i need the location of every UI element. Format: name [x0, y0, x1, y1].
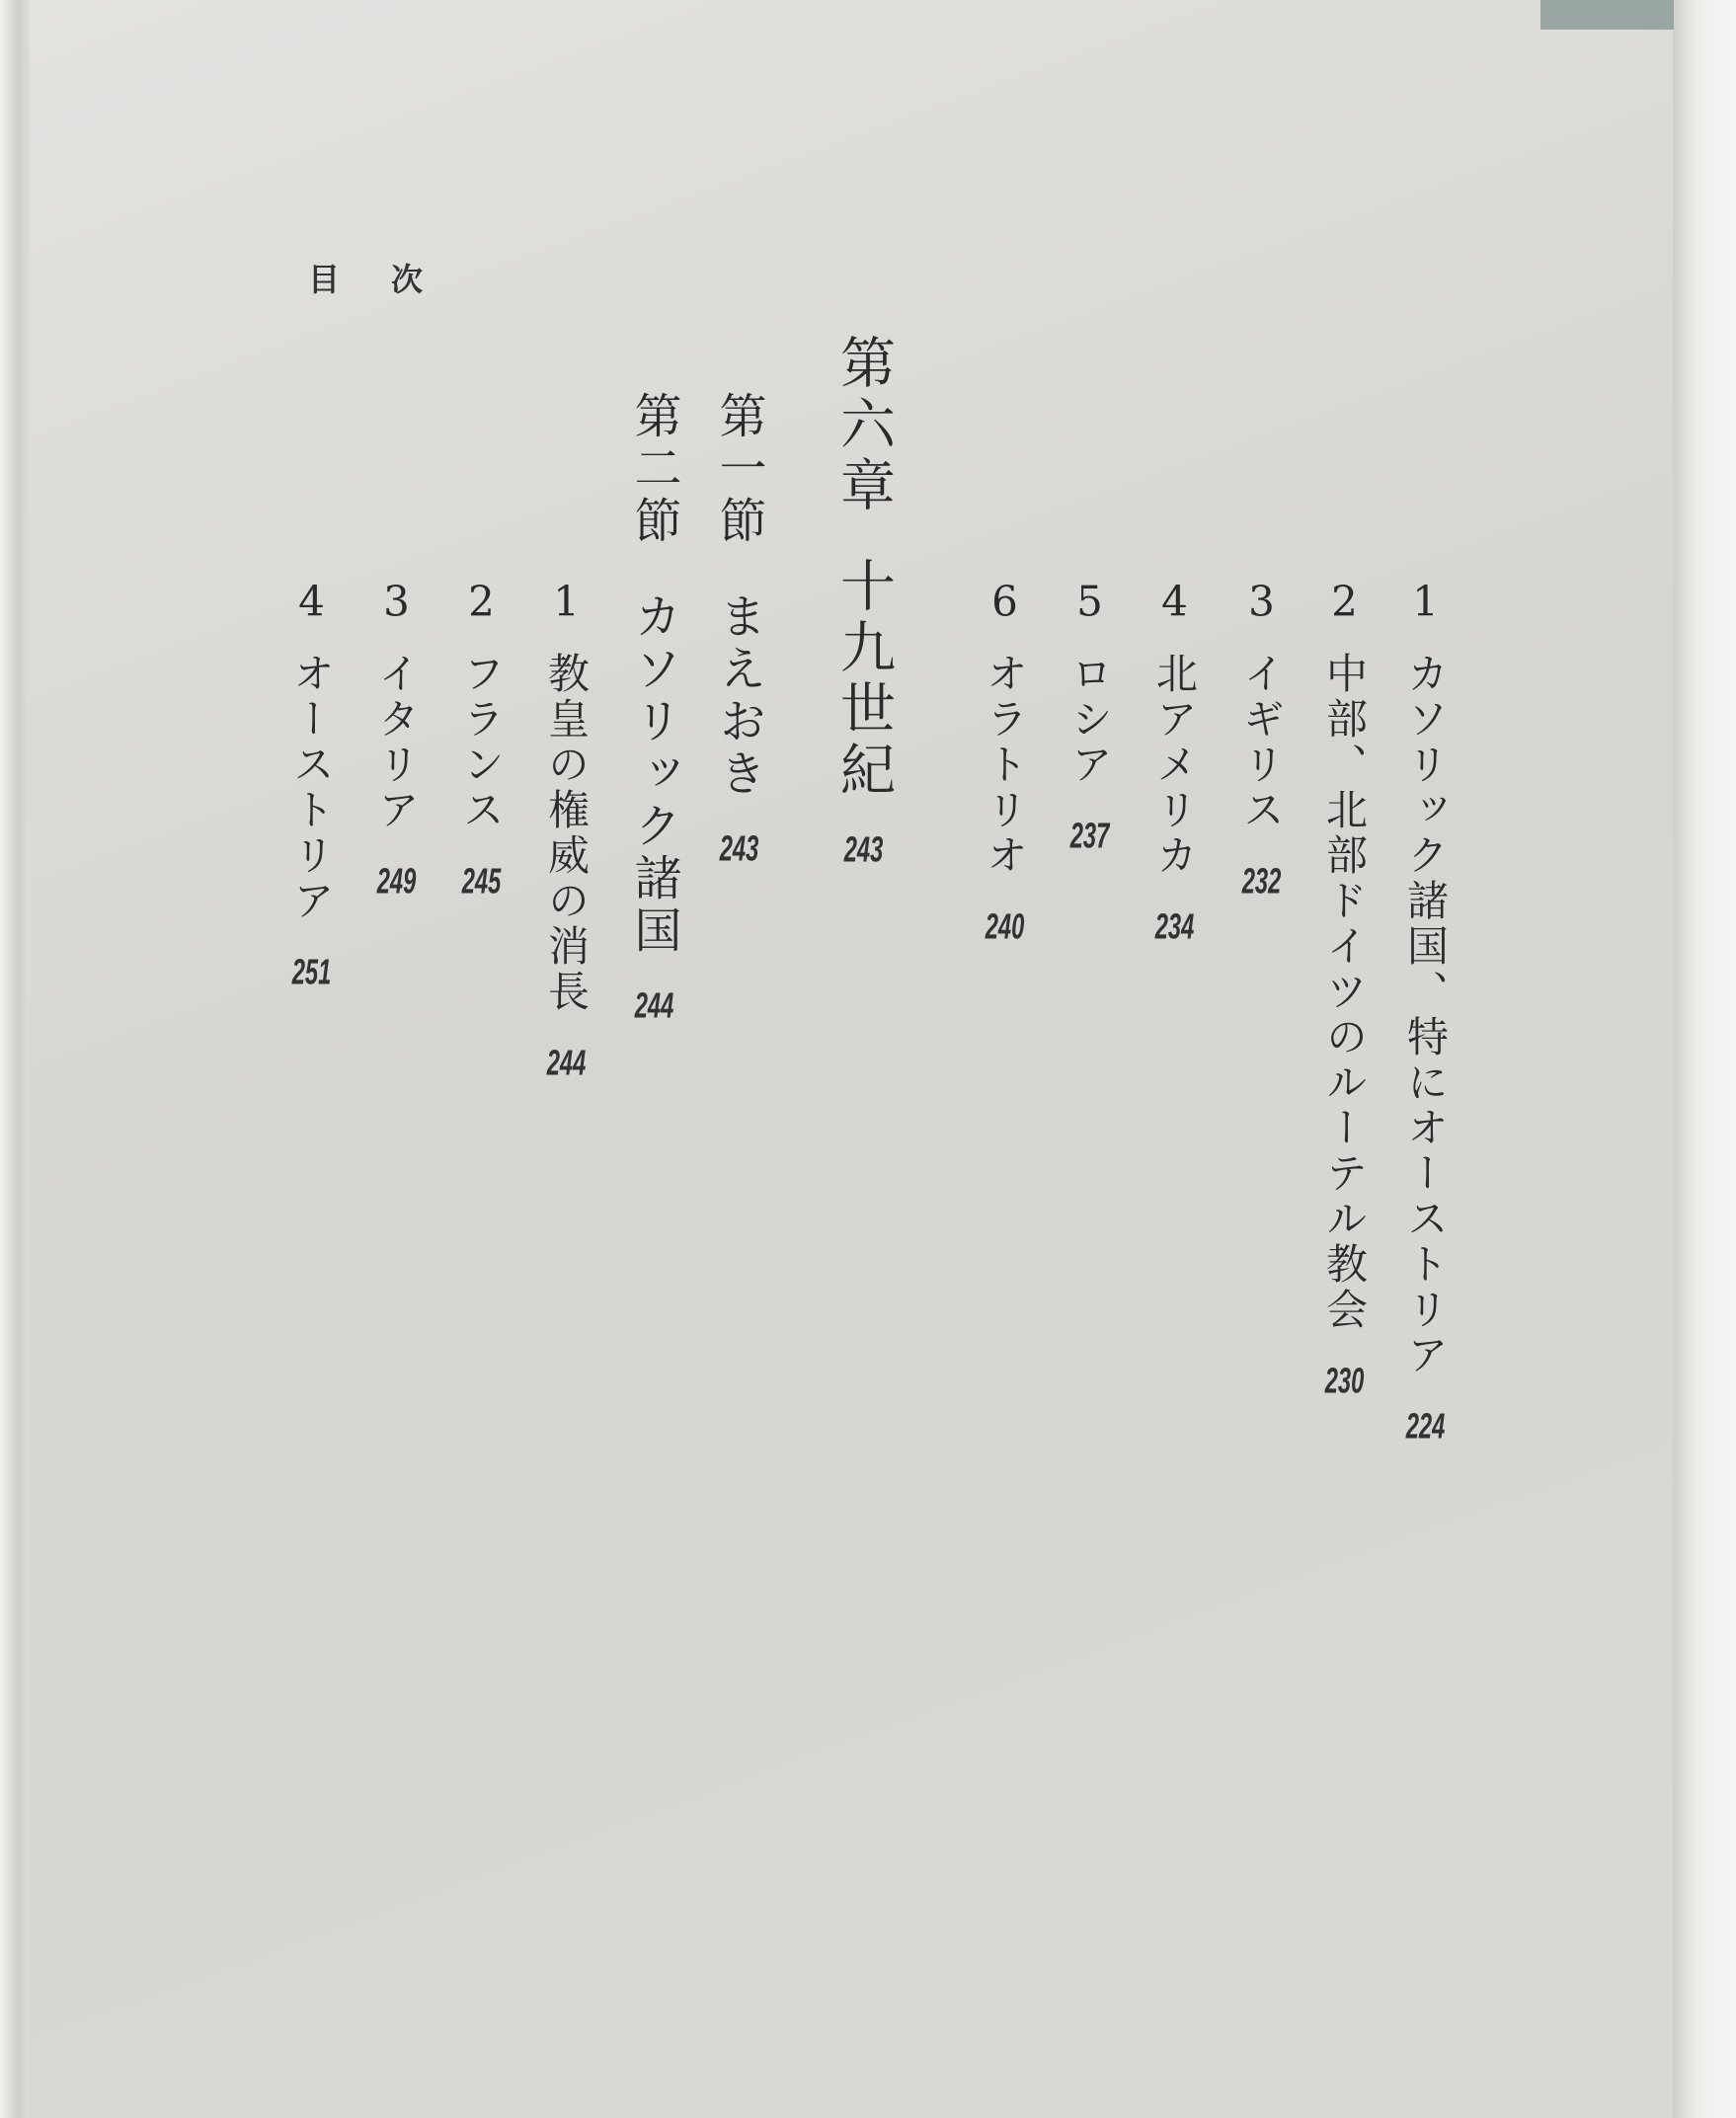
section-title: まえおき	[711, 591, 766, 801]
entry-page-number: 245	[461, 863, 502, 899]
entry-number: 4	[298, 581, 325, 622]
entry-number: 1	[1412, 581, 1439, 622]
toc-entry	[1065, 581, 1114, 853]
section-page-number: 243	[719, 830, 759, 866]
toc-entry	[457, 581, 506, 899]
entry-number: 2	[468, 581, 495, 622]
entry-title: 北アメリカ	[1150, 652, 1199, 879]
entry-page-number: 237	[1069, 818, 1110, 853]
section-page-number: 244	[634, 987, 674, 1023]
entry-page-number: 232	[1241, 863, 1282, 899]
toc-entry	[372, 581, 421, 899]
entry-page-number: 230	[1324, 1363, 1365, 1398]
entry-title: オラトリオ	[981, 652, 1029, 879]
section-title: カソリック諸国	[626, 591, 681, 958]
entry-page-number: 224	[1405, 1408, 1446, 1444]
chapter-heading	[831, 334, 896, 867]
entry-title: イタリア	[372, 652, 421, 833]
toc-entry	[981, 581, 1029, 944]
toc-entry	[287, 581, 336, 989]
toc-entry	[542, 581, 591, 1080]
entry-number: 5	[1076, 581, 1103, 622]
entry-number: 4	[1161, 581, 1188, 622]
toc-entry	[1320, 581, 1369, 1398]
entry-title: イギリス	[1237, 652, 1286, 833]
entry-page-number: 249	[376, 863, 417, 899]
entry-number: 3	[383, 581, 410, 622]
entry-title: 中部、北部ドイツのルーテル教会	[1320, 652, 1369, 1333]
entry-title: 教皇の権威の消長	[542, 652, 591, 1015]
entry-title: カソリック諸国、特にオーストリア	[1401, 652, 1450, 1378]
section-heading	[626, 391, 681, 1023]
entry-number: 2	[1331, 581, 1358, 622]
entry-number: 3	[1248, 581, 1275, 622]
chapter-label: 第六章	[831, 334, 896, 517]
section-label: 第二節	[626, 391, 681, 548]
toc-header: 目次	[308, 261, 475, 298]
toc-entry	[1237, 581, 1286, 899]
entry-page-number: 234	[1154, 908, 1195, 944]
right-page-edge	[1673, 0, 1736, 2118]
toc-entry	[1150, 581, 1199, 944]
entry-number: 6	[991, 581, 1018, 622]
chapter-title: 十九世紀	[831, 557, 896, 802]
section-label: 第一節	[711, 391, 766, 548]
entry-title: ロシア	[1065, 652, 1114, 788]
entry-number: 1	[553, 581, 580, 622]
entry-page-number: 251	[291, 954, 332, 989]
toc-entry	[1401, 581, 1450, 1444]
entry-title: フランス	[457, 652, 506, 833]
entry-page-number: 240	[985, 908, 1025, 944]
chapter-page-number: 243	[843, 831, 884, 867]
entry-page-number: 244	[546, 1045, 587, 1080]
cover-strip	[1540, 0, 1674, 30]
left-page-edge	[0, 0, 30, 2118]
entry-title: オーストリア	[287, 652, 336, 924]
section-heading	[711, 391, 766, 866]
